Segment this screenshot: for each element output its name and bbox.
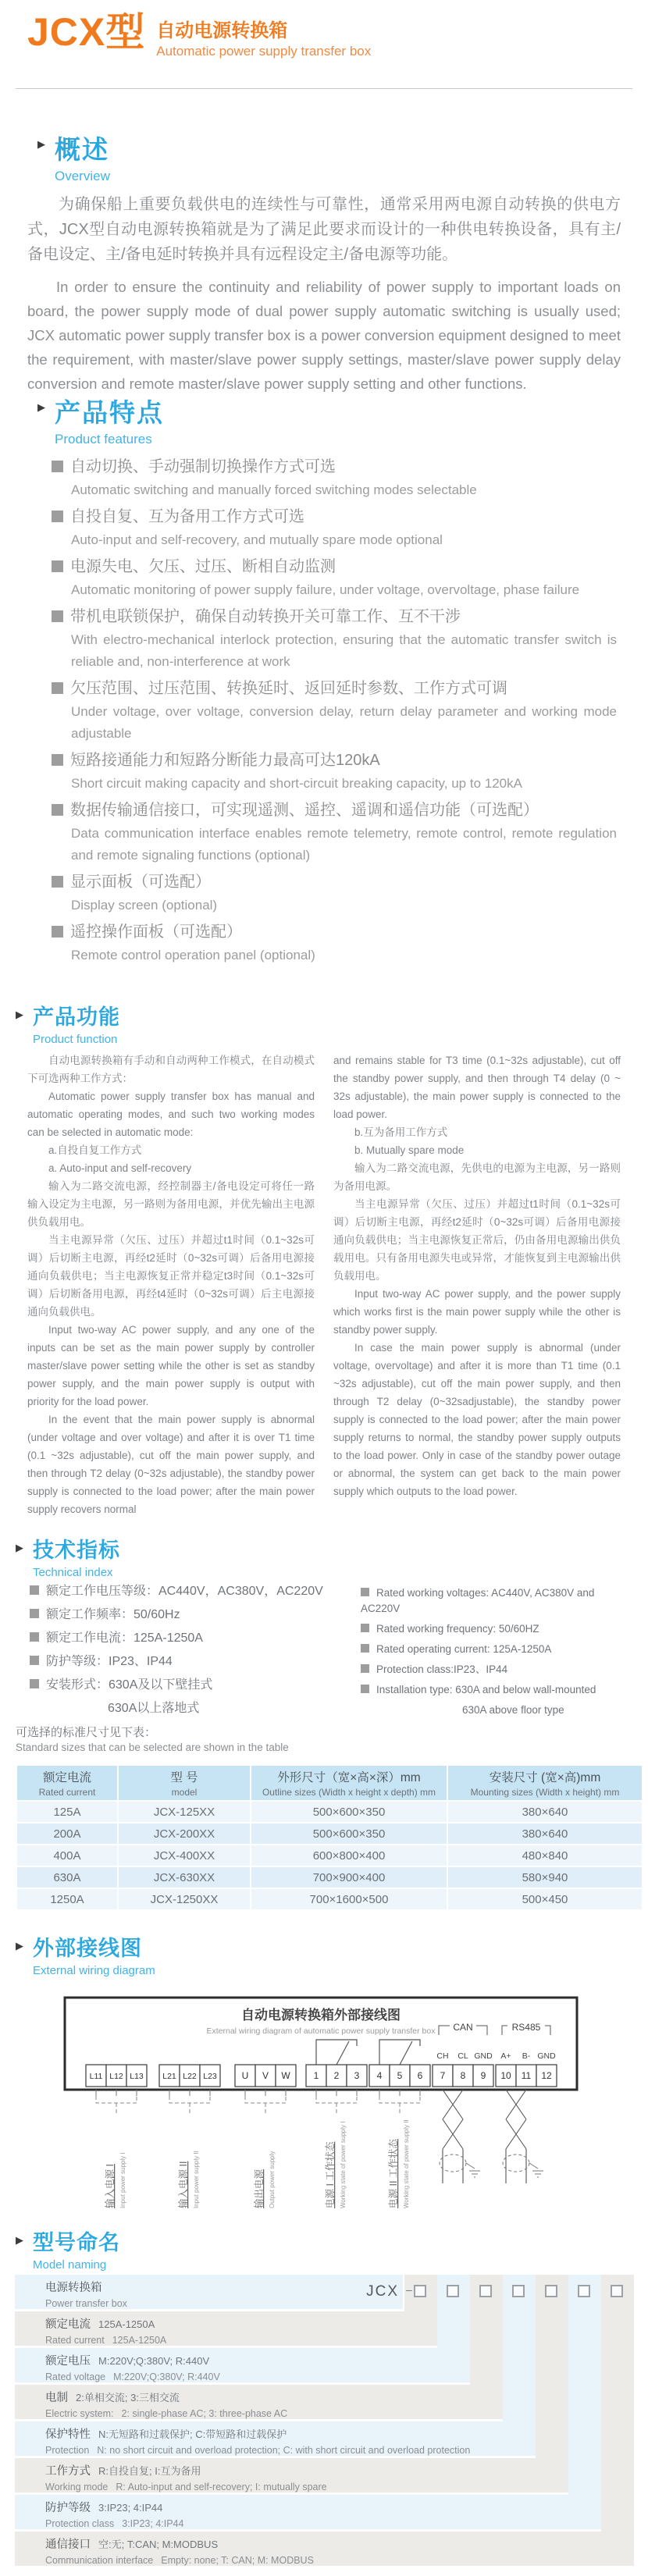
table-cell: 630A: [16, 1866, 118, 1888]
overview-title-cn: 概述: [55, 135, 109, 164]
naming-line-en: [45, 2408, 503, 2419]
pin-label: CL: [458, 2051, 468, 2061]
overview-paragraph-en: In order to ensure the continuity and reliability of power supply to important loads on board, the power supply mode of dual power supply automatic switching is usually used; JCX automatic power supply transfer box is a power conversion equipment designed to meet the requirement, with master/slave power supply settings, master/slave power supply delay conversion and remote master/slave power supply setting and other functions.: [27, 279, 621, 392]
features-title-cn: 产品特点: [55, 398, 164, 427]
function-paragraph: 当主电源异常（欠压、过压）并超过t1时间（0.1~32s可调）后切断主电源，再经t2延时（0~32s可调）后备用电源接通向负载供电；当主电源恢复正常并稳定t3时间（0.1~32s可调）后切断备用电源，再经t4延时（0~32s可调）后主电源接通向负载供电。: [27, 1234, 315, 1318]
section-function-header: [16, 1000, 120, 1046]
size-table-header-cell: [118, 1765, 251, 1801]
tech-item: Protection class:IP23、IP44: [361, 1662, 636, 1678]
feature-item-en: Under voltage, over voltage, conversion delay, return delay parameter and working mode adjustable: [71, 704, 617, 741]
naming-line-en: [45, 2555, 634, 2566]
naming-desc-en: M:220V;Q:380V; R:440V: [113, 2371, 220, 2382]
naming-term-cn: 电制: [45, 2392, 68, 2404]
function-paragraph: a.自投自复工作方式: [48, 1144, 142, 1156]
terminal-label: 7: [440, 2070, 446, 2081]
tech-list-left: [30, 1583, 350, 1724]
naming-desc-cn: R:自投自复; I:互为备用: [98, 2465, 201, 2477]
feature-item-cn: 自投自复、互为备用工作方式可选: [52, 508, 617, 526]
naming-row: [15, 2275, 403, 2309]
naming-code-column: [404, 2275, 437, 2346]
bus-label: CAN: [453, 2022, 473, 2033]
group-label-en: Output power supply: [269, 2151, 276, 2208]
overview-title-en: Overview: [55, 169, 110, 183]
feature-item-cn: 遥控操作面板（可选配）: [52, 923, 617, 941]
section-wiring-header: [16, 1931, 155, 1977]
naming-line-en: [45, 2335, 437, 2346]
size-table: [16, 1764, 643, 1911]
size-table-header-cell: [16, 1765, 118, 1801]
naming-desc-en: 3:IP23; 4:IP44: [122, 2518, 184, 2529]
naming-line-cn: [45, 2315, 437, 2332]
naming-desc-cn: M:220V;Q:380V; R:440V: [98, 2355, 210, 2367]
function-paragraph: and remains stable for T3 time (0.1~32s adjustable), cut off the standby power supply, and then through T4 delay (0 ~ 32s adjustable), the main power supply is connected to the load power.: [333, 1055, 621, 1120]
tech-item: 安装形式：630A及以下壁挂式: [30, 1677, 350, 1694]
function-paragraph: a. Auto-input and self-recovery: [48, 1162, 192, 1174]
size-table-header-cell: [251, 1765, 447, 1801]
terminal-label: L12: [109, 2072, 123, 2081]
table-cell: 380×640: [447, 1823, 643, 1845]
feature-square-icon: [52, 461, 63, 472]
terminal-label: L23: [203, 2072, 217, 2081]
naming-term-cn: 额定电压: [45, 2355, 91, 2368]
section-features-header: [37, 393, 164, 447]
table-row: [16, 1888, 643, 1910]
feature-square-icon: [52, 804, 63, 816]
wiring-diagram: [16, 1987, 632, 2215]
table-row: [16, 1823, 643, 1845]
tech-item: Rated operating current: 125A-1250A: [361, 1642, 636, 1657]
product-title-en: Automatic power supply transfer box: [156, 44, 372, 59]
cable-shield-icon: [503, 2154, 529, 2172]
group-label-cn: 输入电源 I: [105, 2164, 116, 2208]
naming-term-en: Rated voltage: [45, 2371, 106, 2382]
naming-line-cn: [45, 2425, 536, 2442]
naming-row: [15, 2495, 601, 2529]
group-bracket-icon: [316, 2096, 357, 2103]
tech-item: 额定工作电压等级：AC440V，AC380V，AC220V: [30, 1583, 350, 1600]
feature-item-en: Remote control operation panel (optional): [71, 948, 315, 962]
group-label-en: Working state of power supply I: [340, 2121, 347, 2208]
terminal-label: 6: [417, 2070, 423, 2081]
section-overview-header: [37, 130, 110, 184]
terminal-label: 9: [480, 2070, 486, 2081]
group-bracket-icon: [96, 2096, 137, 2103]
naming-line-cn: [45, 2462, 568, 2478]
table-cell: 500×450: [447, 1888, 643, 1910]
terminal-label: 11: [521, 2070, 532, 2081]
naming-line-cn: [45, 2352, 470, 2368]
section-arrow-icon: ▶: [16, 1542, 23, 1553]
tech-item-continuation: 630A above floor type: [462, 1704, 564, 1716]
table-cell: 380×640: [447, 1801, 643, 1823]
tech-item: Rated working frequency: 50/60HZ: [361, 1621, 636, 1637]
table-cell: 500×600×350: [251, 1801, 447, 1823]
feature-item-cn: 自动切换、手动强制切换操作方式可选: [52, 458, 617, 476]
tech-item: 防护等级：IP23、IP44: [30, 1653, 350, 1670]
feature-square-icon: [52, 926, 63, 938]
naming-code-column: [536, 2275, 568, 2492]
tech-item-continuation: 630A以上落地式: [108, 1702, 200, 1715]
table-cell: JCX-200XX: [118, 1823, 251, 1845]
section-naming-header: [16, 2226, 120, 2272]
feature-item-en: Short circuit making capacity and short-circuit breaking capacity, up to 120kA: [71, 776, 522, 791]
naming-line-en: [45, 2371, 470, 2382]
naming-line-cn: [45, 2499, 601, 2515]
group-label-cn: 电源 I 工作状态: [325, 2141, 336, 2208]
function-paragraph: In the event that the main power supply is abnormal (under voltage and over voltage) and after it is over T1 time (0.1 ~32s adjustable), cut off the main power supply, and then through T2 delay (0~32s adjustable), the standby power supply is connected to the load power; after the main power supply recovers normal: [27, 1414, 315, 1515]
table-header-cn: 安装尺寸 (宽×高)mm: [489, 1771, 601, 1784]
naming-desc-en: N: no short circuit and overload protection; C: with short circuit and overload protection: [97, 2445, 471, 2456]
table-cell: 500×600×350: [251, 1823, 447, 1845]
function-col-left: [27, 1051, 315, 1518]
naming-desc-cn: 3:IP23; 4:IP44: [98, 2502, 163, 2514]
naming-title-cn: 型号命名: [33, 2231, 120, 2254]
function-paragraph: b. Mutually spare mode: [354, 1144, 465, 1156]
terminal-label: 8: [460, 2070, 466, 2081]
table-row: [16, 1801, 643, 1823]
cable-shield-icon: [440, 2154, 466, 2172]
tech-bullet-icon: [361, 1685, 369, 1693]
naming-code-box: [447, 2285, 459, 2297]
table-header-en: Outline sizes (Width x height x depth) mm: [262, 1787, 436, 1798]
function-paragraph: Automatic power supply transfer box has manual and automatic operating modes, and such two working modes can be selected in automatic mode:: [27, 1091, 315, 1138]
naming-term-cn: 额定电流: [45, 2318, 91, 2331]
naming-code-column: [601, 2275, 634, 2566]
function-paragraph: 输入为二路交流电源，先供电的电源为主电源，另一路则为备用电源。: [333, 1162, 621, 1192]
table-header-cn: 型 号: [170, 1771, 198, 1784]
tech-item: 额定工作电流：125A-1250A: [30, 1630, 350, 1647]
ground-icon: [529, 2163, 543, 2177]
naming-code-column: [568, 2275, 601, 2529]
feature-item-cn: 短路接通能力和短路分断能力最高可达120kA: [52, 752, 617, 770]
feature-square-icon: [52, 610, 63, 622]
group-bracket-icon: [379, 2096, 420, 2103]
tech-bullet-icon: [30, 1632, 39, 1642]
naming-term-en: Protection: [45, 2445, 90, 2456]
function-col-right: [333, 1051, 621, 1500]
terminal-label: W: [281, 2070, 290, 2081]
feature-item-cn: 带机电联锁保护，确保自动转换开关可靠工作、互不干涉: [52, 608, 617, 626]
table-cell: 600×800×400: [251, 1845, 447, 1866]
naming-term-cn: 保护特性: [45, 2428, 91, 2441]
naming-desc-cn: 空:无; T:CAN; M:MODBUS: [98, 2539, 219, 2550]
naming-desc-cn: N:无短路和过载保护; C:带短路和过载保护: [98, 2428, 287, 2440]
section-arrow-icon: ▶: [16, 2234, 23, 2246]
naming-row: [15, 2532, 634, 2566]
feature-square-icon: [52, 754, 63, 766]
overview-paragraph-cn: 为确保船上重要负载供电的连续性与可靠性，通常采用两电源自动转换的供电方式，JCX型自动电源转换箱就是为了满足此要求而设计的一种供电转换设备，具有主/备电设定、主/备电延时转换并具有远程设定主/备电源等功能。: [27, 196, 621, 263]
terminal-label: 5: [397, 2070, 403, 2081]
naming-desc-en: 2: single-phase AC; 3: three-phase AC: [121, 2408, 288, 2419]
tech-bullet-icon: [30, 1585, 39, 1595]
table-cell: JCX-125XX: [118, 1801, 251, 1823]
wiring-title-en: External wiring diagram: [33, 1964, 155, 1977]
product-title-block: [156, 11, 371, 59]
tech-bullet-icon: [361, 1624, 369, 1632]
section-arrow-icon: ▶: [16, 1009, 23, 1020]
feature-square-icon: [52, 560, 63, 572]
terminal-label: V: [262, 2070, 269, 2081]
naming-term-cn: 工作方式: [45, 2465, 91, 2478]
group-label-cn: 输出电源: [254, 2169, 265, 2208]
table-cell: JCX-630XX: [118, 1866, 251, 1888]
naming-line-en: [45, 2445, 536, 2456]
terminal-label: U: [241, 2070, 249, 2081]
terminal-label: 3: [354, 2070, 360, 2081]
size-note-cn: 可选择的标准尺寸见下表：: [16, 1726, 157, 1739]
size-note-en: Standard sizes that can be selected are shown in the table: [16, 1742, 289, 1753]
naming-line-en: [45, 2482, 568, 2492]
pin-label: GND: [474, 2051, 493, 2061]
naming-row: [15, 2311, 437, 2346]
tech-item: 额定工作频率：50/60Hz: [30, 1606, 350, 1624]
size-table-body: [16, 1801, 643, 1910]
naming-code-box: [479, 2285, 492, 2297]
pin-label: CH: [436, 2051, 449, 2061]
group-label-cn: 输入电源 II: [178, 2161, 189, 2208]
function-paragraph: Input two-way AC power supply, and the power supply which works first is the main power supply while the other is standby power supply.: [333, 1288, 621, 1336]
tech-item: Rated working voltages: AC440V, AC380V and AC220V: [361, 1587, 595, 1614]
table-header-en: Mounting sizes (Width x height) mm: [470, 1787, 620, 1798]
tech-bullet-icon: [30, 1656, 39, 1665]
tech-bullet-icon: [361, 1664, 369, 1673]
table-cell: 700×1600×500: [251, 1888, 447, 1910]
bus-label: RS485: [511, 2022, 541, 2033]
ground-icon: [466, 2163, 480, 2177]
twisted-pair-icon: [443, 2090, 463, 2183]
naming-code-box: [578, 2285, 590, 2297]
feature-item-en: Auto-input and self-recovery, and mutually spare mode optional: [71, 532, 443, 547]
feature-square-icon: [52, 876, 63, 888]
table-cell: 200A: [16, 1823, 118, 1845]
function-title-cn: 产品功能: [33, 1005, 120, 1029]
naming-term-en: Electric system:: [45, 2408, 114, 2419]
table-cell: 480×840: [447, 1845, 643, 1866]
group-label-en: Input power supply II: [193, 2151, 200, 2208]
naming-term-cn: 通信接口: [45, 2539, 91, 2551]
wiring-title-cn: 外部接线图: [33, 1937, 142, 1960]
feature-item-cn: 电源失电、欠压、过压、断相自动监测: [52, 558, 617, 576]
size-table-header-row: [16, 1765, 643, 1801]
section-arrow-icon: ▶: [37, 138, 45, 150]
group-bracket-icon: [169, 2096, 210, 2103]
naming-term-en: Rated current: [45, 2335, 105, 2346]
naming-line-cn: [45, 2389, 503, 2405]
terminal-label: L13: [130, 2072, 144, 2081]
tech-title-en: Technical index: [33, 1566, 113, 1579]
terminal-label: L21: [162, 2072, 176, 2081]
terminal-label: 4: [376, 2070, 383, 2081]
pin-label: GND: [537, 2051, 556, 2061]
pin-label: A+: [500, 2051, 511, 2061]
table-header-en: model: [171, 1787, 198, 1798]
naming-prefix: JCX: [366, 2283, 399, 2300]
table-cell: 580×940: [447, 1866, 643, 1888]
tech-bullet-icon: [30, 1679, 39, 1688]
naming-code-box: [414, 2285, 426, 2297]
naming-term-cn: 防护等级: [45, 2502, 91, 2514]
naming-desc-en: Empty: none; T: CAN; M: MODBUS: [161, 2555, 314, 2566]
table-cell: JCX-400XX: [118, 1845, 251, 1866]
naming-term-cn: 电源转换箱: [45, 2282, 102, 2294]
tech-bullet-icon: [30, 1609, 39, 1618]
tech-title-cn: 技术指标: [33, 1539, 120, 1562]
function-paragraph: In case the main power supply is abnormal (under voltage, overvoltage) and after it is more than T1 time (0.1 ~32s adjustable), cut off the main power supply, and then through T2 delay (0~32sadjustable), the standby power supply is connected to the load power; after the main power supply returns to normal, the standby power supply outputs to the load power. Only in case of the standby power outage or abnormal, the system can get back to the main power supply which outputs to the load power.: [333, 1342, 621, 1497]
table-row: [16, 1866, 643, 1888]
tech-bullet-icon: [361, 1644, 369, 1653]
table-cell: 1250A: [16, 1888, 118, 1910]
naming-title-en: Model naming: [33, 2258, 107, 2272]
terminal-label: L11: [89, 2072, 103, 2081]
product-title-cn: 自动电源转换箱: [156, 20, 288, 41]
feature-item-cn: 显示面板（可选配）: [52, 873, 617, 891]
naming-code-column: [437, 2275, 470, 2382]
group-label-en: Input power supply I: [119, 2152, 126, 2208]
function-paragraph: 输入为二路交流电源，经控制器主/备电设定可将任一路输入设定为主电源，另一路则为备用电源，并优先输出主电源供负载用电。: [27, 1180, 315, 1228]
tech-item: Installation type: 630A and below wall-mounted: [361, 1682, 636, 1698]
features-title-en: Product features: [55, 432, 152, 447]
naming-desc-en: 125A-1250A: [112, 2335, 167, 2346]
feature-item-en: Automatic monitoring of power supply failure, under voltage, overvoltage, phase failure: [71, 582, 580, 597]
function-paragraph: b.互为备用工作方式: [354, 1126, 448, 1138]
naming-code-box: [545, 2285, 557, 2297]
twisted-pair-icon: [506, 2090, 526, 2183]
naming-row: [15, 2458, 568, 2492]
feature-square-icon: [52, 511, 63, 522]
feature-item-en: Display screen (optional): [71, 898, 218, 913]
size-table-header-cell: [447, 1765, 643, 1801]
group-bracket-icon: [245, 2096, 286, 2103]
naming-line-cn: [45, 2535, 634, 2552]
table-cell: JCX-1250XX: [118, 1888, 251, 1910]
naming-row: [15, 2348, 470, 2382]
naming-code-box: [512, 2285, 525, 2297]
features-list: [52, 451, 617, 966]
naming-code-column: [503, 2275, 536, 2456]
function-paragraph: Input two-way AC power supply, and any one of the inputs can be set as the main power supply by controller master/slave power setting while the other is set as standby power supply, and the main power supply is output with priority for the load power.: [27, 1324, 315, 1407]
naming-term-en: Communication interface: [45, 2555, 154, 2566]
wiring-diagram-title-en: External wiring diagram of automatic power supply transfer box: [206, 2026, 436, 2036]
group-label-cn: 电源 II 工作状态: [388, 2139, 399, 2208]
naming-dash: –: [406, 2283, 412, 2296]
feature-item-en: With electro-mechanical interlock protection, ensuring that the automatic transfer switch is reliable and, non-interference at work: [71, 632, 617, 669]
terminal-label: 2: [333, 2070, 340, 2081]
function-paragraph: 自动电源转换箱有手动和自动两种工作模式，在自动模式下可选两种工作方式：: [27, 1055, 315, 1084]
terminal-label: L22: [183, 2072, 197, 2081]
table-cell: 400A: [16, 1845, 118, 1866]
terminal-label: 12: [541, 2070, 552, 2081]
terminal-label: 1: [313, 2070, 319, 2081]
naming-line-en: [45, 2518, 601, 2529]
section-tech-header: [16, 1533, 120, 1579]
naming-desc-cn: 125A-1250A: [98, 2318, 155, 2330]
function-paragraph: 当主电源异常（欠压、过压）并超过t1时间（0.1~32s可调）后切断主电源，再经t2延时（0~32s可调）后备用电源接通向负载供电；当主电源恢复正常后，仍由备用电源输出供负载用电。只有备用电源失电或异常，才能恢复到主电源输出供负载用电。: [333, 1198, 621, 1282]
table-header-cn: 额定电流: [42, 1771, 91, 1784]
function-title-en: Product function: [33, 1033, 118, 1046]
naming-row: [15, 2385, 503, 2419]
table-cell: 700×900×400: [251, 1866, 447, 1888]
table-header-cn: 外形尺寸（宽×高×深）mm: [277, 1771, 421, 1784]
model-naming-diagram: [15, 2275, 634, 2568]
naming-desc-en: R: Auto-input and self-recovery; I: mutually spare: [116, 2482, 327, 2492]
feature-item-cn: 数据传输通信接口，可实现遥测、遥控、遥调和遥信功能（可选配）: [52, 802, 617, 820]
naming-term-en: Power transfer box: [45, 2298, 127, 2309]
tech-list-right: [361, 1585, 636, 1723]
naming-desc-cn: 2:单相交流; 3:三相交流: [76, 2392, 180, 2403]
naming-term-en: Protection class: [45, 2518, 115, 2529]
section-arrow-icon: ▶: [37, 401, 45, 413]
brand-header: [27, 11, 371, 59]
feature-item-en: Automatic switching and manually forced switching modes selectable: [71, 482, 477, 497]
naming-code-column: [470, 2275, 503, 2419]
feature-item-cn: 欠压范围、过压范围、转换延时、返回延时参数、工作方式可调: [52, 680, 617, 698]
wiring-diagram-title-cn: 自动电源转换箱外部接线图: [241, 2008, 401, 2023]
tech-bullet-icon: [361, 1588, 369, 1596]
section-arrow-icon: ▶: [16, 1940, 23, 1952]
header-divider: [16, 88, 632, 89]
naming-term-en: Working mode: [45, 2482, 109, 2492]
pin-label: B-: [522, 2051, 531, 2061]
terminal-label: 10: [500, 2070, 511, 2081]
table-header-en: Rated current: [38, 1787, 96, 1798]
group-label-en: Working state of power supply II: [403, 2119, 410, 2208]
table-cell: 125A: [16, 1801, 118, 1823]
feature-item-en: Data communication interface enables remote telemetry, remote control, remote regulation and remote signaling functions (optional): [71, 826, 617, 863]
table-row: [16, 1845, 643, 1866]
feature-square-icon: [52, 682, 63, 694]
naming-row: [15, 2421, 536, 2456]
model-title: JCX型: [27, 10, 146, 54]
naming-code-box: [611, 2285, 623, 2297]
